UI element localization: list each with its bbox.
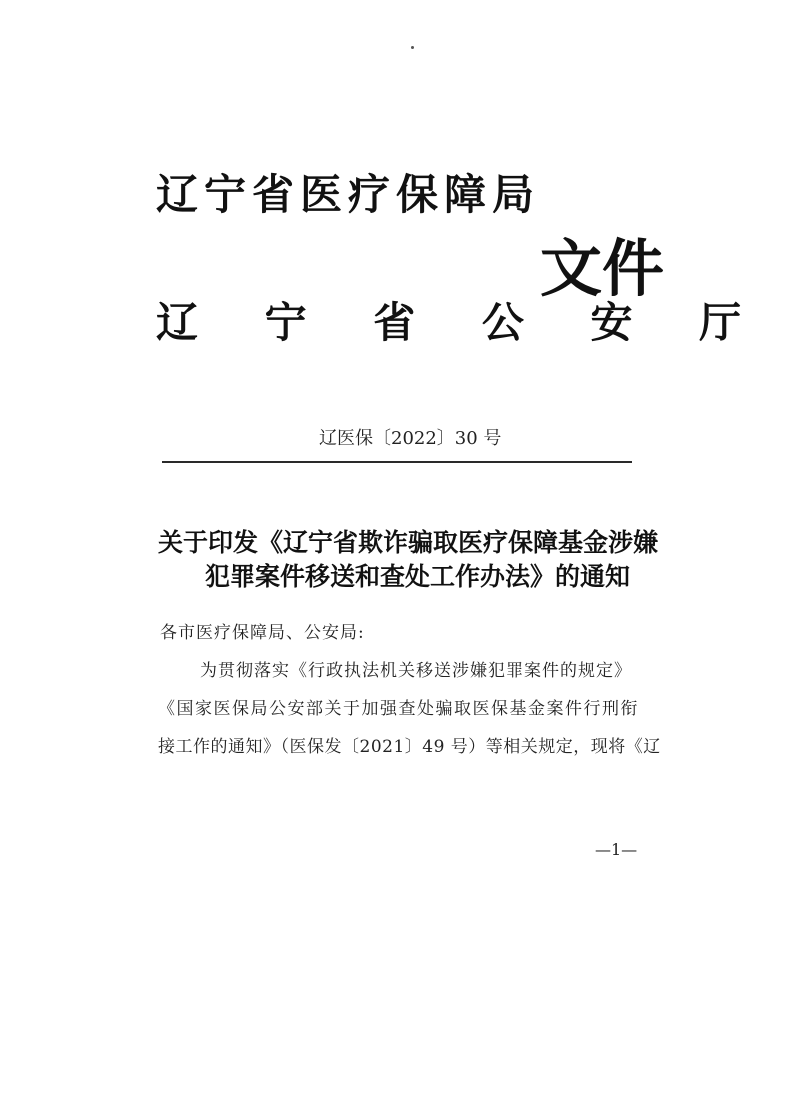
document-number: 辽医保〔2022〕30 号: [319, 428, 502, 449]
document-title-line-1: 关于印发《辽宁省欺诈骗取医疗保障基金涉嫌: [158, 528, 659, 557]
body-paragraph-line-3: 接工作的通知》（医保发〔2021〕49 号）等相关规定，现将《辽: [158, 737, 661, 757]
issuer-public-security-department: 辽 宁 省 公 安 厅: [156, 298, 768, 347]
document-type-label: 文件: [540, 232, 665, 305]
issuer-healthcare-bureau: 辽宁省医疗保障局: [156, 170, 541, 219]
salutation: 各市医疗保障局、公安局:: [160, 623, 365, 643]
body-paragraph-line-2: 《国家医保局公安部关于加强查处骗取医保基金案件行刑衔: [158, 699, 639, 719]
document-title-line-2: 犯罪案件移送和查处工作办法》的通知: [205, 562, 631, 591]
scan-speck: [411, 46, 414, 49]
page-number: —1—: [595, 840, 638, 859]
body-paragraph-line-1: 为贯彻落实《行政执法机关移送涉嫌犯罪案件的规定》: [200, 661, 632, 681]
header-divider: [162, 461, 632, 463]
